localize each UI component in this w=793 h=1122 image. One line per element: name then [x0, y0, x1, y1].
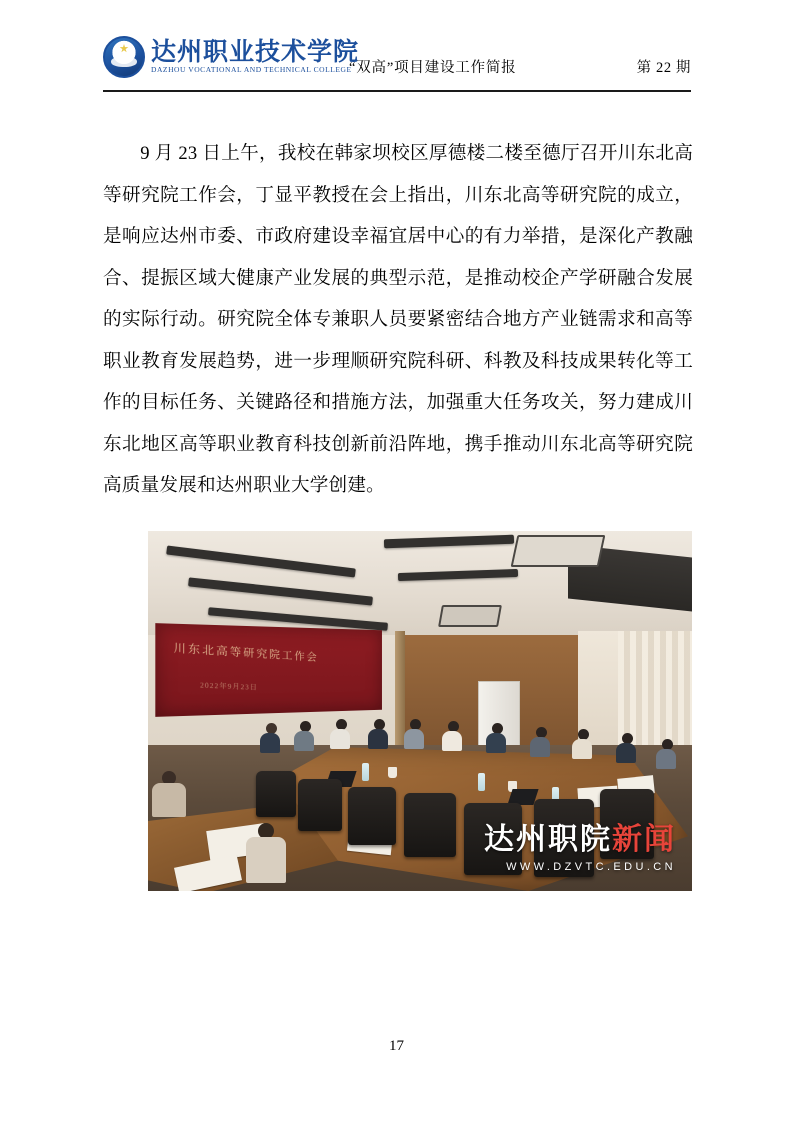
attendee-body [616, 743, 636, 763]
watermark-text-dark: 达州职院 [484, 823, 612, 856]
attendee-body [530, 737, 550, 757]
meeting-photo [148, 531, 692, 891]
header-divider [103, 90, 691, 92]
screen-banner-subtext: 2022年9月23日 [200, 681, 258, 692]
conference-chair [298, 779, 342, 831]
article-paragraph: 9 月 23 日上午，我校在韩家坝校区厚德楼二楼至德厅召开川东北高等研究院工作会，丁显平教授在会上指出，川东北高等研究院的成立，是响应达州市委、市政府建设幸福宜居中心的有力举措，是深化产教融合、提振区域大健康产业发展的典型示范，是推动校企产学研融合发展的实际行动。研究院全体专兼职人员要紧密结合地方产业链需求和高等职业教育发展趋势，进一步理顺研究院科研、科教及科技成果转化等工作的目标任务、关键路径和措施方法，加强重大任务攻关，努力建成川东北地区高等职业教育科技创新前沿阵地，携手推动川东北高等研究院高质量发展和达州职业大学创建。 [103, 143, 693, 496]
watermark-text-red: 新闻 [612, 823, 676, 856]
college-emblem-icon [103, 36, 145, 78]
attendee-body [368, 729, 388, 749]
attendee-body [152, 783, 186, 817]
conference-chair [348, 787, 396, 845]
ceiling-light-panel [438, 605, 502, 627]
attendee-body [246, 837, 286, 883]
attendee-body [260, 733, 280, 753]
attendee-body [330, 729, 350, 749]
page-header [103, 32, 691, 94]
ceiling-light-panel [511, 535, 606, 567]
attendee-body [404, 729, 424, 749]
logo-english-name: DAZHOU VOCATIONAL AND TECHNICAL COLLEGE [151, 65, 352, 74]
logo-chinese-name: 达州职业技术学院 [151, 39, 360, 66]
tea-cup [388, 767, 397, 778]
college-logo [103, 32, 360, 84]
attendee-body [572, 739, 592, 759]
attendee-body [294, 731, 314, 751]
attendee-body [486, 733, 506, 753]
conference-chair [256, 771, 296, 817]
attendee-body [442, 731, 462, 751]
attendee-body [656, 749, 676, 769]
screen-banner-text: 川东北高等研究院工作会 [173, 642, 319, 664]
issue-number: 第 22 期 [636, 60, 691, 76]
water-bottle [478, 773, 485, 791]
projection-screen [155, 623, 382, 717]
conference-chair [404, 793, 456, 857]
water-bottle [362, 763, 369, 781]
watermark-url: WWW.DZVTC.EDU.CN [506, 861, 676, 873]
bulletin-title: “双高”项目建设工作简报 [349, 60, 517, 76]
page-number: 17 [389, 1038, 404, 1054]
photo-watermark [484, 814, 676, 873]
article-body [103, 133, 693, 507]
